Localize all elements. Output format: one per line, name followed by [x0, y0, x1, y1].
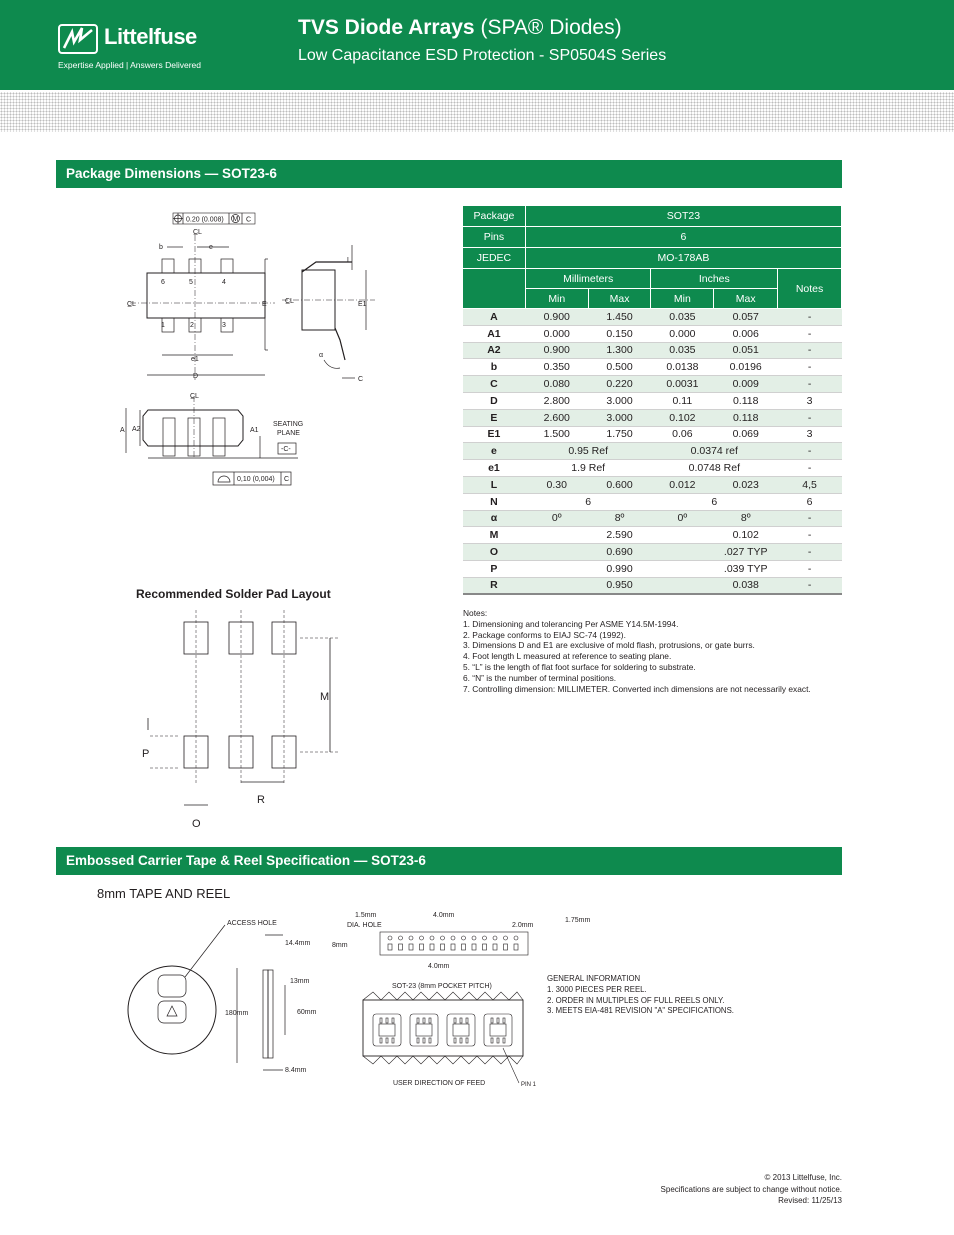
tol-frame-m: M: [232, 216, 239, 223]
tape-pocket-lead: [429, 1038, 431, 1043]
cell-mm-max: 1.300: [588, 342, 651, 359]
tape-pocket-mark: [409, 944, 413, 950]
tape-pocket-mark: [483, 944, 487, 950]
cl-top: C̲L: [193, 229, 202, 236]
cell-mm-max: 8º: [588, 510, 651, 527]
cell-symbol: A1: [463, 325, 526, 342]
dia-hole-label: DIA. HOLE: [347, 922, 382, 929]
cell-note: 3: [778, 392, 842, 409]
dim-E: E: [262, 301, 267, 308]
cl-left: C̲L: [127, 301, 136, 308]
general-info-item: 1. 3000 PIECES PER REEL.: [547, 984, 647, 994]
cell-in-max: 0.0196: [714, 359, 778, 376]
cell-symbol: D: [463, 392, 526, 409]
tape-pocket-lead: [423, 1038, 425, 1043]
pocket-pitch-label: SOT-23 (8mm POCKET PITCH): [392, 983, 492, 990]
sprocket-hole: [451, 936, 455, 940]
tape-pocket-lead: [491, 1018, 493, 1023]
cell-in-max: 0.118: [714, 392, 778, 409]
table-row: [463, 342, 842, 359]
cell-note: -: [778, 527, 842, 544]
cell-in-min: 0.000: [651, 325, 714, 342]
tape-pocket-lead: [454, 1018, 456, 1023]
cell-note: 4,5: [778, 476, 842, 493]
cell-symbol: e1: [463, 460, 526, 477]
cell-mm-span: 0.95 Ref: [525, 443, 651, 460]
sprocket-hole: [472, 936, 476, 940]
table-row: [463, 443, 842, 460]
cl-side: C̲L: [285, 298, 294, 305]
cell-mm-min: [525, 577, 588, 594]
feed-direction-label: USER DIRECTION OF FEED: [393, 1080, 486, 1087]
tape-pocket-lead: [417, 1038, 419, 1043]
section-tape-reel: Embossed Carrier Tape & Reel Specification — SOT23-6: [56, 847, 842, 875]
cell-mm-min: [525, 544, 588, 561]
cell-in-max: .039 TYP: [714, 560, 778, 577]
cell-in-min: [651, 577, 714, 594]
tape-pocket-mark: [441, 944, 445, 950]
dot-pattern-band: [0, 92, 954, 132]
pad-dim-r: R: [257, 794, 265, 806]
dim-alpha: α: [319, 352, 324, 359]
cell-in-min: 0.102: [651, 409, 714, 426]
sprocket-hole: [514, 936, 518, 940]
notes-header: Notes: [778, 269, 842, 309]
table-row: [463, 392, 842, 409]
sprocket-hole: [409, 936, 413, 940]
tape-pocket-lead: [454, 1038, 456, 1043]
cell-note: -: [778, 560, 842, 577]
cell-mm-min: 0º: [525, 510, 588, 527]
tape-reel-title: 8mm TAPE AND REEL: [97, 886, 231, 901]
note-item: 2. Package conforms to EIAJ SC-74 (1992).: [463, 629, 626, 640]
cell-symbol: E: [463, 409, 526, 426]
note-item: 5. “L” is the length of flat foot surface for soldering to substrate.: [463, 661, 696, 672]
dimension-table: [462, 205, 842, 595]
tape-pocket-part: [416, 1024, 432, 1036]
cell-in-max: 0.009: [714, 376, 778, 393]
table-row: [463, 560, 842, 577]
tape-dim-2-0: 2.0mm: [512, 922, 534, 929]
cell-symbol: L: [463, 476, 526, 493]
pin-3-label: 3: [222, 322, 226, 329]
millimeters-header: Millimeters: [525, 269, 651, 289]
package-value: SOT23: [525, 206, 841, 227]
pin-4-label: 4: [222, 279, 226, 286]
mm-min-header: Min: [525, 289, 588, 309]
sprocket-hole: [388, 936, 392, 940]
reel-dim-180: 180mm: [225, 1010, 249, 1017]
package-side-drawing: [280, 240, 380, 385]
footer-revised: Revised: 11/25/13: [778, 1196, 842, 1205]
table-row: [463, 409, 842, 426]
reel-dim-8-4: 8.4mm: [285, 1067, 307, 1074]
cell-mm-min: 2.600: [525, 409, 588, 426]
footer-notice: Specifications are subject to change without notice.: [660, 1184, 842, 1194]
cell-in-min: [651, 544, 714, 561]
tape-pocket-lead: [423, 1018, 425, 1023]
tape-pocket-lead: [417, 1018, 419, 1023]
tape-pocket-lead: [429, 1018, 431, 1023]
table-row: [463, 426, 842, 443]
page-title: [298, 16, 622, 40]
cell-in-max: 0.118: [714, 409, 778, 426]
tape-pocket-mark: [514, 944, 518, 950]
cell-mm-max: 0.150: [588, 325, 651, 342]
section-package-dimensions: Package Dimensions — SOT23-6: [56, 160, 842, 188]
cl-end: C̲L: [190, 393, 199, 400]
cell-symbol: b: [463, 359, 526, 376]
cell-in-max: 0.006: [714, 325, 778, 342]
tape-pocket-lead: [503, 1038, 505, 1043]
reel-dim-60: 60mm: [297, 1009, 317, 1016]
dim-L: L: [347, 257, 351, 264]
cell-mm-min: [525, 527, 588, 544]
tape-pocket-lead: [392, 1018, 394, 1023]
dim-e1: e1: [191, 356, 199, 363]
title-rest: (SPA® Diodes): [480, 16, 622, 39]
pin1-label: PIN 1: [521, 1082, 537, 1088]
tape-pocket-lead: [460, 1038, 462, 1043]
cell-mm-min: 1.500: [525, 426, 588, 443]
dim-A1: A1: [250, 427, 259, 434]
tape-pocket-lead: [466, 1018, 468, 1023]
general-info-item: 2. ORDER IN MULTIPLES OF FULL REELS ONLY.: [547, 995, 725, 1005]
title-bold: TVS Diode Arrays: [298, 16, 475, 39]
tape-pocket-part: [453, 1024, 469, 1036]
table-row: [463, 577, 842, 594]
footer-copyright: © 2013 Littelfuse, Inc.: [764, 1173, 842, 1182]
sprocket-hole: [399, 936, 403, 940]
tape-pocket-mark: [388, 944, 392, 950]
note-item: 3. Dimensions D and E1 are exclusive of mold flash, protrusions, or gate burrs.: [463, 640, 755, 651]
dim-c: C: [358, 376, 364, 383]
cell-symbol: P: [463, 560, 526, 577]
cell-note: -: [778, 510, 842, 527]
table-row: [463, 325, 842, 342]
tape-dim-8: 8mm: [332, 942, 348, 949]
cell-mm-max: 1.750: [588, 426, 651, 443]
cell-note: -: [778, 443, 842, 460]
table-row: [463, 476, 842, 493]
cell-in-min: 0.012: [651, 476, 714, 493]
cell-symbol: N: [463, 493, 526, 510]
cell-symbol: R: [463, 577, 526, 594]
cell-note: -: [778, 309, 842, 326]
logo-mark-icon: [58, 24, 98, 54]
table-notes: [463, 608, 811, 694]
brand-tagline: Expertise Applied | Answers Delivered: [58, 60, 202, 70]
cell-in-span: 0.0748 Ref: [651, 460, 778, 477]
cell-in-min: [651, 527, 714, 544]
tape-pocket-lead: [503, 1018, 505, 1023]
cell-mm-max: 0.500: [588, 359, 651, 376]
sprocket-hole: [441, 936, 445, 940]
table-row: [463, 460, 842, 477]
page-subtitle: Low Capacitance ESD Protection - SP0504S Series: [298, 47, 667, 64]
cell-mm-max: 0.690: [588, 544, 651, 561]
pad-dim-p: P: [142, 748, 150, 760]
reel-drawing: [125, 915, 325, 1085]
tape-pocket-mark: [399, 944, 403, 950]
solder-pad-drawing: [140, 610, 340, 830]
cell-symbol: α: [463, 510, 526, 527]
cell-note: 6: [778, 493, 842, 510]
cell-symbol: E1: [463, 426, 526, 443]
cell-in-span: 0.0374 ref: [651, 443, 778, 460]
cell-mm-min: [525, 560, 588, 577]
jedec-value: MO-178AB: [525, 248, 841, 269]
tape-pocket-lead: [497, 1018, 499, 1023]
pad-dim-m: M: [320, 691, 330, 703]
cell-mm-min: 0.900: [525, 342, 588, 359]
general-information: [547, 974, 734, 1017]
cell-mm-max: 0.990: [588, 560, 651, 577]
cell-in-max: 0.038: [714, 577, 778, 594]
symbol-header: [463, 269, 526, 309]
cell-symbol: e: [463, 443, 526, 460]
in-max-header: Max: [714, 289, 778, 309]
seating-c: -C-: [281, 446, 291, 453]
tape-pocket-lead: [380, 1018, 382, 1023]
table-row: [463, 376, 842, 393]
tape-pocket-mark: [472, 944, 476, 950]
general-info-title: GENERAL INFORMATION: [547, 974, 641, 983]
tol-frame-value: 0.20 (0.008): [186, 216, 224, 224]
pins-value: 6: [525, 227, 841, 248]
cell-in-max: .027 TYP: [714, 544, 778, 561]
cell-note: -: [778, 409, 842, 426]
dim-A: A: [120, 427, 125, 434]
cell-mm-min: 0.350: [525, 359, 588, 376]
cell-symbol: O: [463, 544, 526, 561]
cell-mm-max: 0.600: [588, 476, 651, 493]
cell-in-max: 0.102: [714, 527, 778, 544]
sprocket-hole: [430, 936, 434, 940]
cell-in-max: 0.069: [714, 426, 778, 443]
tape-dim-1-75: 1.75mm: [565, 917, 591, 924]
mm-max-header: Max: [588, 289, 651, 309]
pins-label: Pins: [463, 227, 526, 248]
tape-pocket-mark: [462, 944, 466, 950]
cell-mm-min: 2.800: [525, 392, 588, 409]
dim-E1: E1: [358, 301, 367, 308]
tape-pocket-lead: [466, 1038, 468, 1043]
pin-6-label: 6: [161, 279, 165, 286]
cell-mm-min: 0.900: [525, 309, 588, 326]
page-header: [0, 0, 954, 90]
table-row: [463, 510, 842, 527]
flatness-c: C: [284, 476, 290, 483]
cell-mm-min: 0.30: [525, 476, 588, 493]
cell-in-min: 0.035: [651, 342, 714, 359]
tape-dim-1-5: 1.5mm: [355, 912, 377, 919]
tape-pocket: [373, 1014, 401, 1046]
table-row: [463, 544, 842, 561]
jedec-label: JEDEC: [463, 248, 526, 269]
tape-drawing: [332, 908, 591, 1090]
table-row: [463, 493, 842, 510]
dim-A2: A2: [132, 426, 141, 433]
dim-e: e: [209, 244, 213, 251]
cell-symbol: A2: [463, 342, 526, 359]
note-item: 6. “N” is the number of terminal positions.: [463, 672, 617, 683]
cell-note: -: [778, 325, 842, 342]
sprocket-hole: [493, 936, 497, 940]
tape-pocket-lead: [386, 1038, 388, 1043]
tape-pocket-lead: [497, 1038, 499, 1043]
tape-pocket-lead: [386, 1018, 388, 1023]
sprocket-hole: [504, 936, 508, 940]
cell-in-min: 0.035: [651, 309, 714, 326]
cell-mm-max: 0.220: [588, 376, 651, 393]
tol-frame-c: C: [246, 216, 252, 224]
tape-dim-4-0-top: 4.0mm: [433, 912, 455, 919]
dim-D: D: [193, 373, 199, 380]
cell-note: -: [778, 376, 842, 393]
cell-in-min: 0.0138: [651, 359, 714, 376]
in-min-header: Min: [651, 289, 714, 309]
tape-pocket-mark: [504, 944, 508, 950]
tape-pocket: [484, 1014, 512, 1046]
notes-title: Notes:: [463, 608, 488, 618]
tape-pocket-lead: [460, 1018, 462, 1023]
cell-note: -: [778, 460, 842, 477]
cell-in-max: 0.023: [714, 476, 778, 493]
cell-in-min: [651, 560, 714, 577]
package-label: Package: [463, 206, 526, 227]
cell-mm-max: 2.590: [588, 527, 651, 544]
cell-mm-max: 3.000: [588, 409, 651, 426]
tape-pocket-mark: [451, 944, 455, 950]
flatness-value: 0,10 (0,004): [237, 476, 275, 483]
dim-b: b: [159, 244, 163, 251]
cell-in-span: 6: [651, 493, 778, 510]
cell-mm-min: 0.080: [525, 376, 588, 393]
note-item: 4. Foot length L measured at reference to seating plane.: [463, 651, 672, 662]
tape-dim-4-0-bottom: 4.0mm: [428, 963, 450, 970]
cell-note: -: [778, 342, 842, 359]
cell-mm-span: 1.9 Ref: [525, 460, 651, 477]
note-item: 1. Dimensioning and tolerancing Per ASME Y14.5M-1994.: [463, 618, 679, 629]
reel-dim-13: 13mm: [290, 978, 310, 985]
tape-pocket-lead: [491, 1038, 493, 1043]
brand-name: Littelfuse: [104, 24, 197, 49]
general-info-item: 3. MEETS EIA-481 REVISION "A" SPECIFICATIONS.: [547, 1006, 734, 1016]
cell-note: -: [778, 544, 842, 561]
cell-note: -: [778, 577, 842, 594]
table-row: [463, 359, 842, 376]
tape-pocket: [447, 1014, 475, 1046]
tape-pocket: [410, 1014, 438, 1046]
package-end-drawing: [118, 388, 318, 488]
pad-layout-title: Recommended Solder Pad Layout: [136, 587, 331, 601]
cell-mm-max: 0.950: [588, 577, 651, 594]
cell-note: 3: [778, 426, 842, 443]
table-row: [463, 527, 842, 544]
cell-mm-max: 1.450: [588, 309, 651, 326]
cell-in-min: 0.0031: [651, 376, 714, 393]
tape-pocket-mark: [493, 944, 497, 950]
pin-1-label: 1: [161, 322, 165, 329]
table-row: [463, 309, 842, 326]
tape-pocket-part: [490, 1024, 506, 1036]
cell-in-max: 0.051: [714, 342, 778, 359]
pin-5-label: 5: [189, 279, 193, 286]
cell-in-min: 0º: [651, 510, 714, 527]
cell-note: -: [778, 359, 842, 376]
pad-dim-o: O: [192, 818, 201, 830]
sprocket-hole: [483, 936, 487, 940]
cell-in-max: 8º: [714, 510, 778, 527]
sprocket-hole: [462, 936, 466, 940]
tape-pocket-part: [379, 1024, 395, 1036]
inches-header: Inches: [651, 269, 778, 289]
seating-label-1: SEATING: [273, 421, 304, 428]
tape-pocket-lead: [380, 1038, 382, 1043]
cell-symbol: A: [463, 309, 526, 326]
sprocket-hole: [420, 936, 424, 940]
tape-pocket-mark: [420, 944, 424, 950]
access-hole-label: ACCESS HOLE: [227, 920, 277, 927]
tape-pocket-mark: [430, 944, 434, 950]
cell-mm-min: 0.000: [525, 325, 588, 342]
pin-2-label: 2: [190, 322, 194, 329]
cell-symbol: M: [463, 527, 526, 544]
cell-symbol: C: [463, 376, 526, 393]
cell-mm-span: 6: [525, 493, 651, 510]
littelfuse-logo: [58, 22, 228, 74]
cell-in-min: 0.11: [651, 392, 714, 409]
tape-pocket-lead: [392, 1038, 394, 1043]
reel-dim-14-4: 14.4mm: [285, 940, 311, 947]
cell-in-max: 0.057: [714, 309, 778, 326]
page-footer: [661, 1172, 842, 1207]
seating-label-2: PLANE: [277, 430, 300, 437]
cell-in-min: 0.06: [651, 426, 714, 443]
note-item: 7. Controlling dimension: MILLIMETER. Converted inch dimensions are not necessarily exact.: [463, 683, 811, 694]
cell-mm-max: 3.000: [588, 392, 651, 409]
